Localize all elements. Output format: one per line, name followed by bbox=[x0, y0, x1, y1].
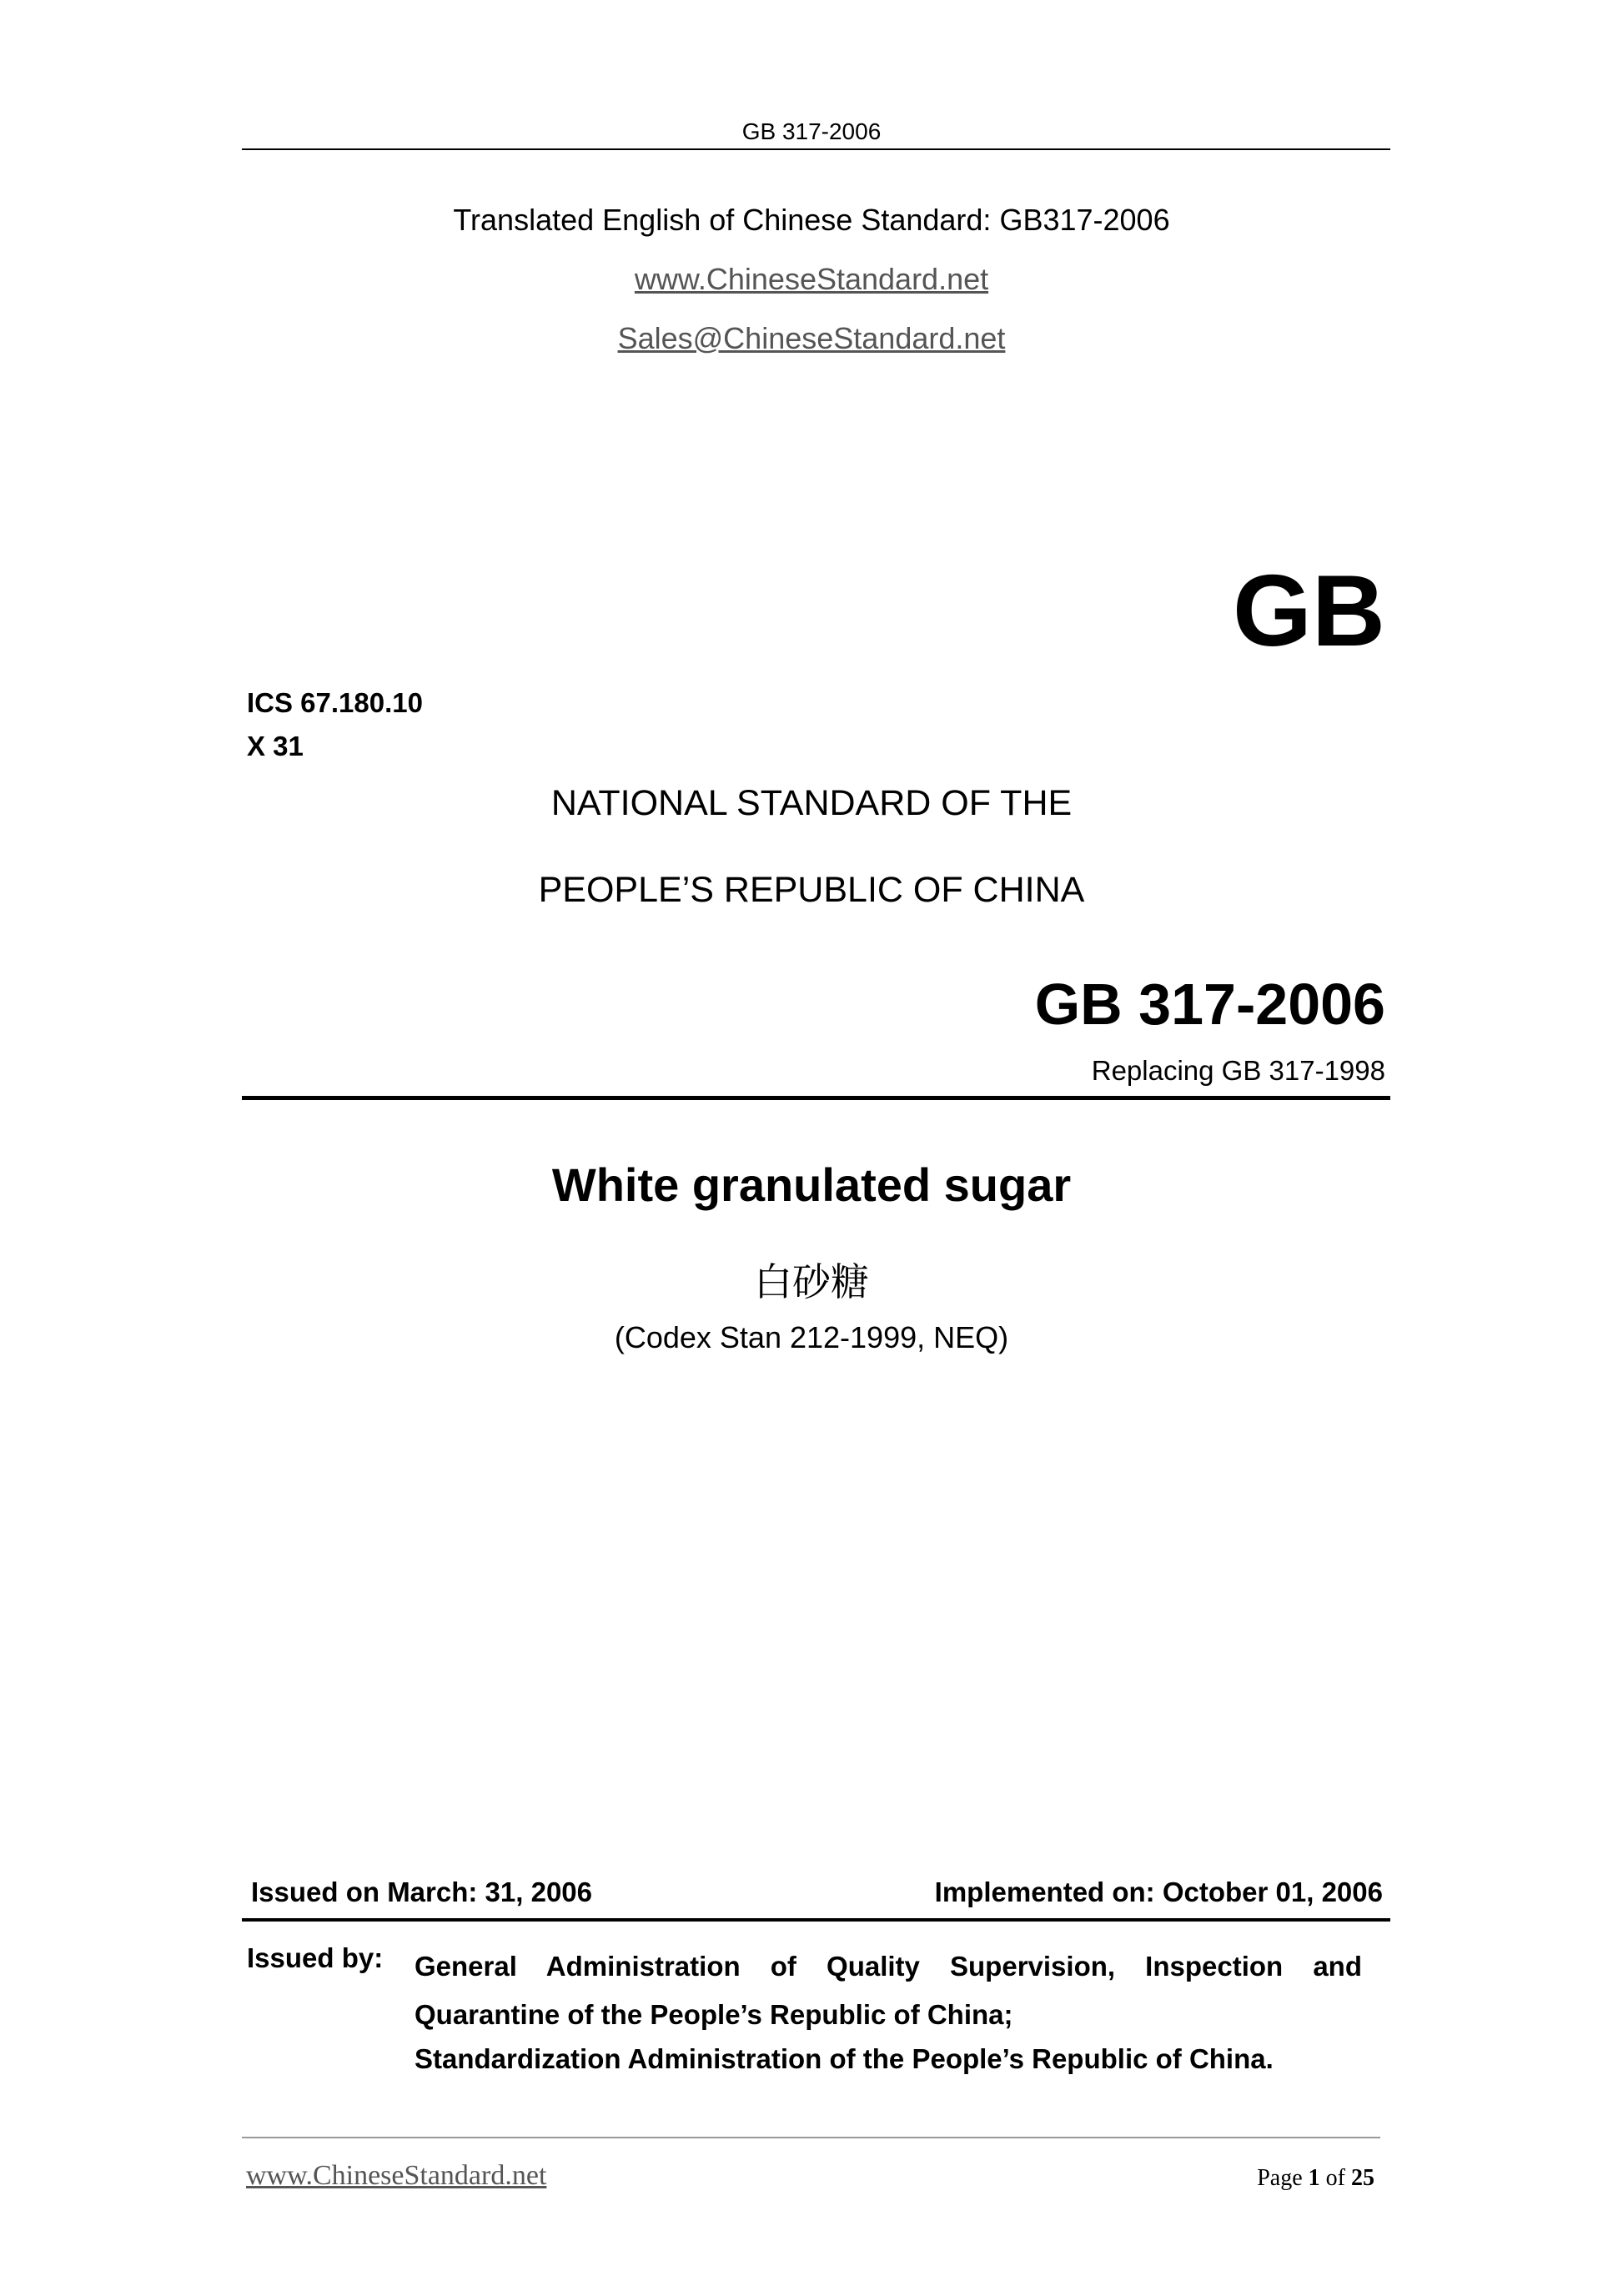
email-link[interactable]: Sales@ChineseStandard.net bbox=[617, 321, 1006, 355]
page-total: 25 bbox=[1351, 2165, 1374, 2191]
standard-number: GB 317-2006 bbox=[1034, 972, 1385, 1037]
issuer-line1: General Administration of Quality Supervision, Inspection and Quarantine of the People’s Republic of China; bbox=[415, 1951, 1362, 2030]
national-standard-line1: NATIONAL STANDARD OF THE bbox=[550, 783, 1073, 823]
ics-code: ICS 67.180.10 bbox=[247, 687, 423, 718]
replacing-note: Replacing GB 317-1998 bbox=[1091, 1055, 1385, 1086]
translated-title: Translated English of Chinese Standard: GB317-2006 bbox=[453, 203, 1170, 237]
page-number bbox=[1257, 2165, 1374, 2192]
footer-rule bbox=[242, 2137, 1380, 2138]
website-link-wrapper bbox=[0, 262, 1623, 297]
chinese-title: 白砂糖 bbox=[754, 1260, 869, 1304]
national-standard-line2: PEOPLE’S REPUBLIC OF CHINA bbox=[538, 870, 1085, 910]
running-header: GB 317-2006 bbox=[741, 118, 882, 144]
issued-date: Issued on March: 31, 2006 bbox=[251, 1876, 593, 1907]
website-link[interactable]: www.ChineseStandard.net bbox=[634, 262, 989, 296]
issuer-line2: Standardization Administration of the People’s Republic of China. bbox=[415, 2043, 1274, 2074]
header-rule bbox=[242, 148, 1390, 150]
page-current: 1 bbox=[1308, 2165, 1320, 2191]
footer-website-link[interactable]: www.ChineseStandard.net bbox=[246, 2160, 547, 2191]
title-rule bbox=[242, 1096, 1390, 1100]
page-prefix: Page bbox=[1257, 2165, 1303, 2191]
category-code: X 31 bbox=[247, 731, 304, 761]
page-of: of bbox=[1325, 2165, 1345, 2191]
issued-by-label: Issued by: bbox=[247, 1942, 384, 1973]
classification-codes bbox=[247, 681, 423, 768]
equivalence-note: (Codex Stan 212-1999, NEQ) bbox=[614, 1320, 1009, 1354]
email-link-wrapper bbox=[0, 321, 1623, 356]
dates-rule bbox=[242, 1918, 1390, 1922]
document-title: White granulated sugar bbox=[551, 1158, 1072, 1211]
footer-website-wrapper bbox=[246, 2160, 546, 2192]
gb-mark: GB bbox=[1233, 554, 1385, 667]
implemented-date: Implemented on: October 01, 2006 bbox=[934, 1876, 1383, 1907]
